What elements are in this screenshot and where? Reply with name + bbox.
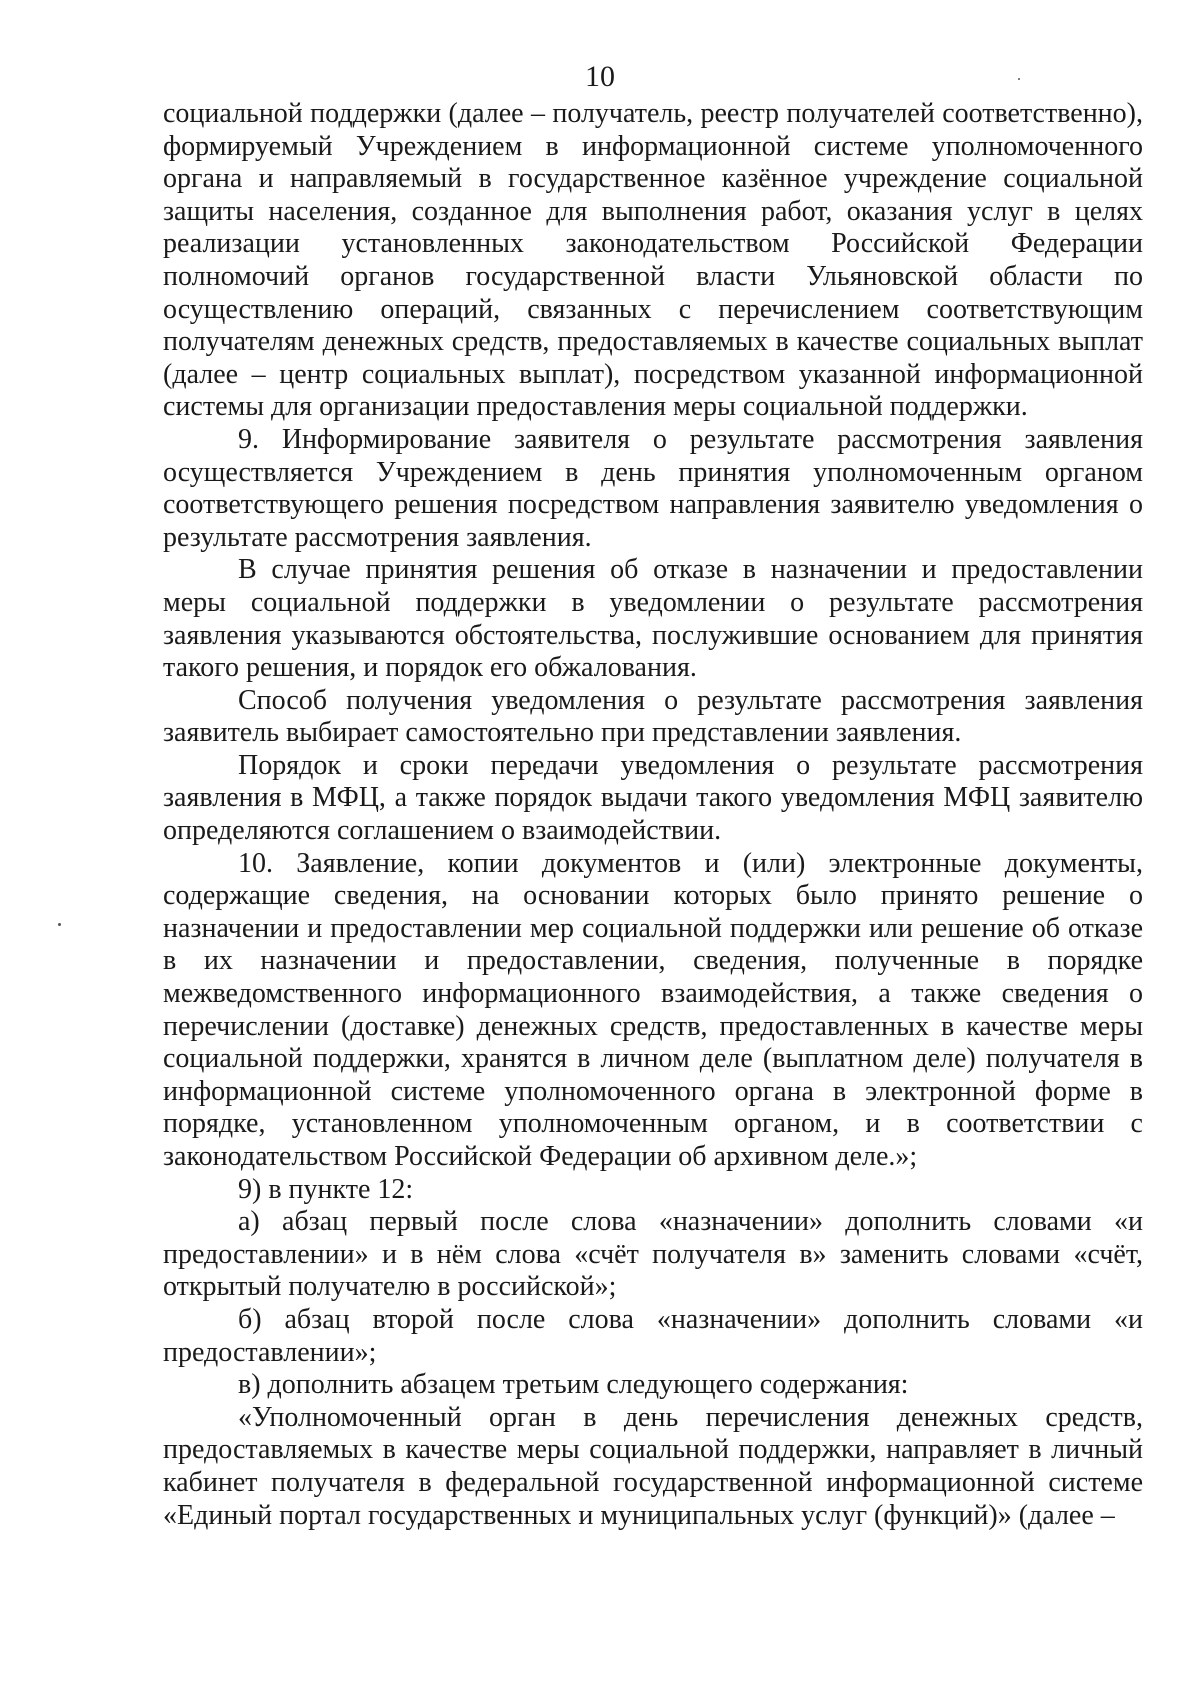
paragraph-item-9: 9. Информирование заявителя о результате рассмотрения заявления осуществляется Учреждением в день принятия уполномоченным органом соответствующего решения посредством направления заявителю уведомления о результате рассмотрения заявления. xyxy=(163,423,1143,553)
paragraph-item-10: 10. Заявление, копии документов и (или) электронные документы, содержащие сведения, на основании которых было принято решение о назначении и предоставлении мер социальной поддержки или решение об отказе в их назначении и предоставлении, сведения, полученные в порядке межведомственного информационного взаимодействия, а также сведения о перечислении (доставке) денежных средств, предоставленных в качестве меры социальной поддержки, хранятся в личном деле (выплатном деле) получателя в информационной системе уполномоченного органа в электронной форме в порядке, установленном уполномоченным органом, и в соответствии с законодательством Российской Федерации об архивном деле.»; xyxy=(163,847,1143,1172)
paragraph-subitem-b: б) абзац второй после слова «назначении» дополнить словами «и предоставлении»; xyxy=(163,1303,1143,1368)
paragraph-subitem-v: в) дополнить абзацем третьим следующего содержания: xyxy=(238,1369,909,1401)
scan-speck xyxy=(1018,78,1020,80)
paragraph-continuation: социальной поддержки (далее – получатель, реестр получателей соответственно), формируемый Учреждением в информационной системе уполномоченного органа и направляемый в государственное казённое учреждение социальной защиты населения, созданное для выполнения работ, оказания услуг в целях реализации установленных законодательством Российской Федерации полномочий органов государственной власти Ульяновской области по осуществлению операций, связанных с перечислением соответствующим получателям денежных средств, предоставляемых в качестве социальных выплат (далее – центр социальных выплат), посредством указанной информационной системы для организации предоставления меры социальной поддержки. xyxy=(163,98,1143,423)
paragraph-mfc-procedure: Порядок и сроки передачи уведомления о результате рассмотрения заявления в МФЦ, а также порядок выдачи такого уведомления МФЦ заявителю определяются соглашением о взаимодействии. xyxy=(163,749,1143,847)
paragraph-refusal-notice: В случае принятия решения об отказе в назначении и предоставлении меры социальной поддержки в уведомлении о результате рассмотрения заявления указываются обстоятельства, послужившие основанием для принятия такого решения, и порядок его обжалования. xyxy=(163,554,1143,684)
paragraph-notice-method: Способ получения уведомления о результате рассмотрения заявления заявитель выбирает самостоятельно при представлении заявления. xyxy=(163,684,1143,749)
page-number: 10 xyxy=(585,60,615,93)
paragraph-new-clause: «Уполномоченный орган в день перечисления денежных средств, предоставляемых в качестве меры социальной поддержки, направляет в личный кабинет получателя в федеральной государственной информационной системе «Единый портал государственных и муниципальных услуг (функций)» (далее – xyxy=(163,1401,1143,1531)
document-body xyxy=(163,98,1143,1532)
paragraph-subitem-a: а) абзац первый после слова «назначении» дополнить словами «и предоставлении» и в нём слова «счёт получателя в» заменить словами «счёт, открытый получателю в российской»; xyxy=(163,1206,1143,1303)
paragraph-amendment-9: 9) в пункте 12: xyxy=(238,1173,414,1205)
scan-speck xyxy=(58,923,61,926)
